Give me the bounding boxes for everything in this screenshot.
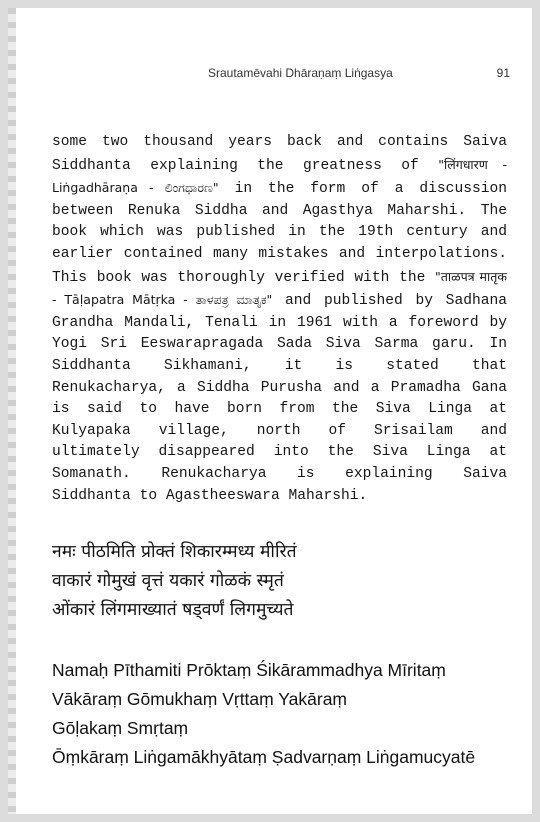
body-text-part-1: some two thousand years back and contains Saiva Siddhanta explaining the greatness of: [52, 134, 507, 174]
quoted-term-talapatra-matrka: "ताळपत्र मातृक - Tāḷapatra Mātṛka - ತಾಳಪತ್ರ ಮಾತೃಕ": [52, 268, 507, 308]
page-number: 91: [496, 66, 510, 80]
verse-transliteration: [52, 656, 522, 772]
transliteration-line: Gōḷakaṃ Smṛtaṃ: [52, 718, 189, 738]
transliteration-line: Namaḥ Pīthamiti Prōktaṃ Śikārammadhya Mīritaṃ: [52, 660, 446, 680]
running-title: Srautamēvahi Dhāraṇaṃ Liṅgasya: [208, 66, 393, 80]
body-text-part-3: and published by Sadhana Grandha Mandali, Tenali in 1961 with a foreword by Yogi Sri Eeswarapragada Sada Siva Sarma garu. In Siddhanta Sikhamani, it is stated that Renukacharya, a Siddha Purusha and a Pramadha Gana is said to have born from the Siva Linga at Kulyapaka village, north of Srisailam and ultimately disappeared into the Siva Linga at Somanath. Renukacharya is explaining Saiva Siddhanta to Agastheeswara Maharshi.: [52, 293, 507, 504]
transliteration-line: Vākāraṃ Gōmukhaṃ Vṛttaṃ Yakāraṃ: [52, 689, 348, 709]
verse-line: नमः पीठमिति प्रोक्तं शिकारम्मध्य मीरितं: [52, 542, 297, 562]
body-text-part-2: in the form of a discussion between Renuka Siddha and Agasthya Maharshi. The book which was published in the 19th century and earlier contained many mistakes and interpolations. This book was thoroughly verified with the: [52, 181, 507, 286]
transliteration-line: Ōṃkāraṃ Liṅgamākhyātaṃ Ṣadvarṇaṃ Liṅgamucyatē: [52, 747, 476, 767]
verse-line: ओंकारं लिंगमाख्यातं षड्वर्णं लिगमुच्यते: [52, 600, 294, 620]
verse-devanagari: [52, 538, 512, 625]
body-paragraph: [52, 132, 507, 507]
binding-edge: [8, 8, 16, 814]
quoted-term-lingadharana: "लिंगधारण - Liṅgadhāraṇa - ಲಿಂಗಧಾರಣ": [52, 156, 507, 196]
book-page: [8, 8, 532, 814]
verse-line: वाकारं गोमुखं वृत्तं यकारं गोळकं स्मृतं: [52, 571, 284, 591]
